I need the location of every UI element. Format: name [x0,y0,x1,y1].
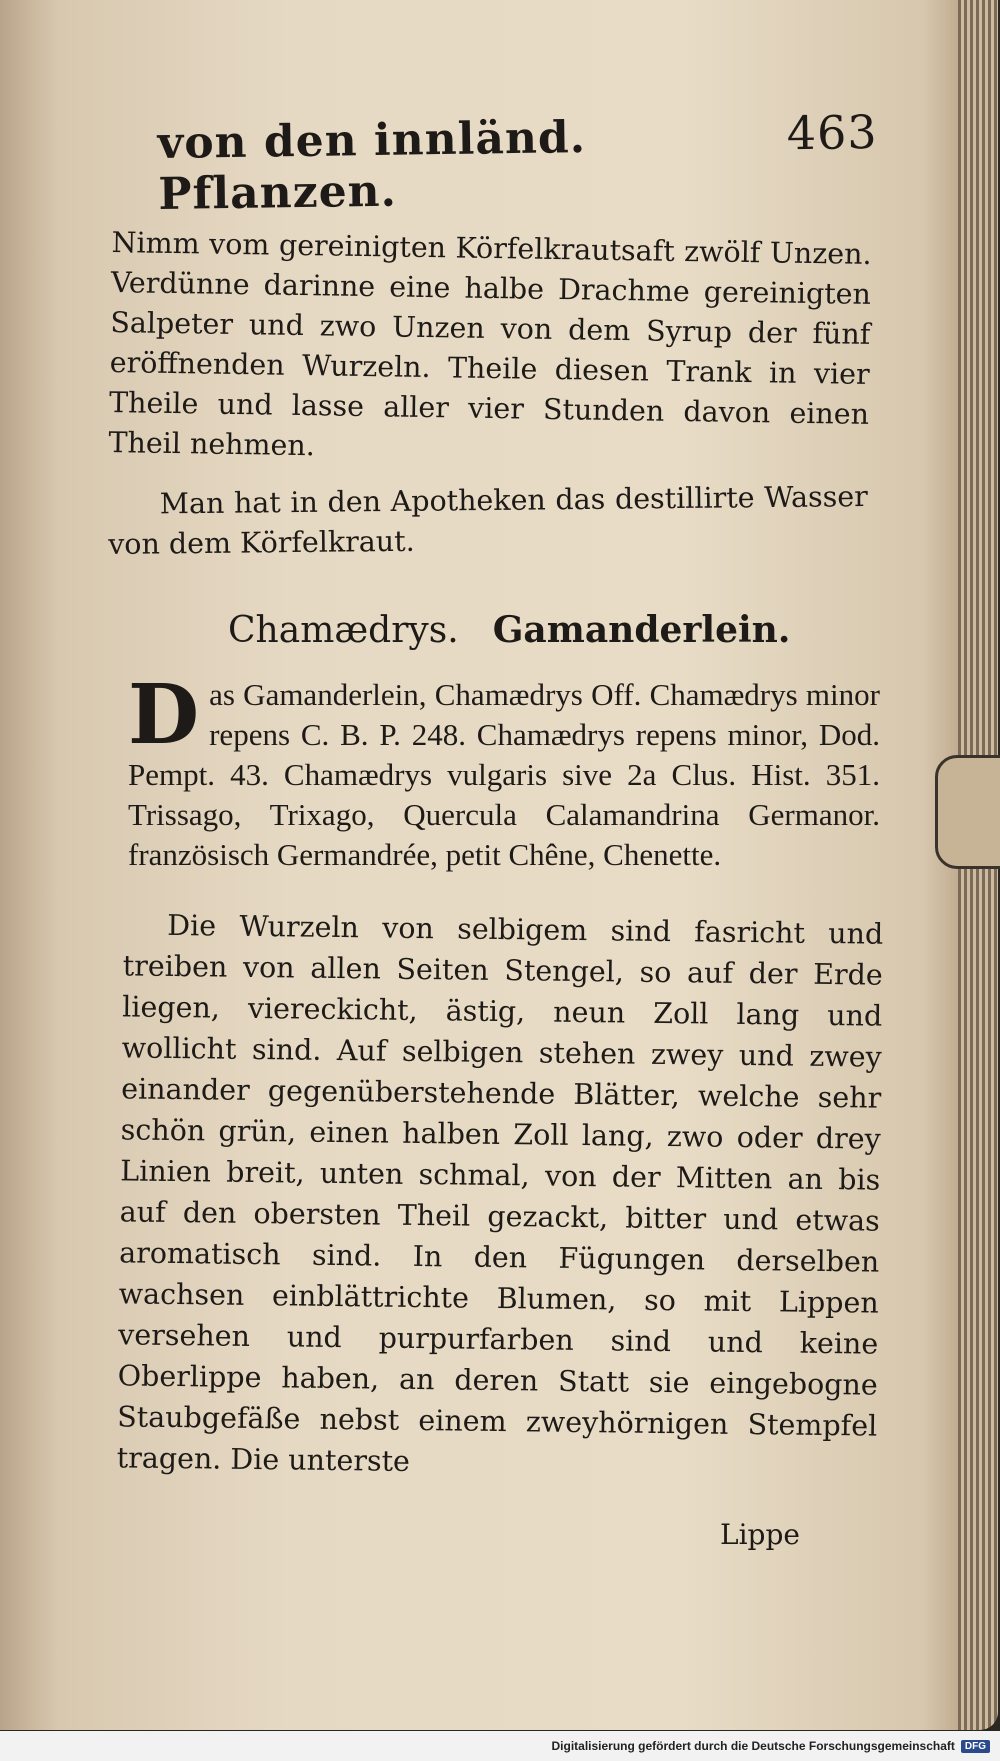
page-number: 463 [786,104,878,161]
section-title-german: Gamanderlein. [492,609,791,651]
paragraph-recipe: Nimm vom gereinigten Körfelkrautsaft zwölf Unzen. Verdünne darinne eine halbe Drachme gereinigten Salpeter und zwo Unzen von dem Syrup der fünf eröffnenden Wurzeln. Theile diesen Trank in vier Theile und lasse aller vier Stunden davon einen Theil nehmen. [108,226,872,463]
paragraph-description: Die Wurzeln von selbigem sind fasricht und treiben von allen Seiten Stengel, so auf der Erde liegen, viereckicht, ästig, neun Zoll lang und wollicht sind. Auf selbigen stehen zwey und zwey einander gegenüberstehende Blätter, welche sehr schön grün, einen halben Zoll lang, zwo oder drey Linien breit, unten schmal, von der Mitten an bis auf den obersten Theil gezackt, bitter und etwas aromatisch sind. In den Fügungen derselben wachsen einblättrichte Blumen, so mit Lippen versehen und purpurfarben sind und keine Oberlippe haben, an deren Statt sie eingebogne Staubgefäße nebst einem zweyhörnigen Stempfel tragen. Die unterste [116,908,884,1478]
paragraph-distilled-water: Man hat in den Apotheken das destillirte Wasser von dem Körfelkraut. [108,480,868,561]
drop-cap: D [128,667,200,763]
running-head: von den innländ. Pflanzen. [157,112,587,221]
synonyms-text: as Gamanderlein, Chamædrys Off. Chamædrys minor repens C. B. P. 248. Chamædrys repens minor, Dod. Pempt. 43. Chamædrys vulgaris sive 2a Clus. Hist. 351. Trissago, Trixago, Quercula Calamandrina Germanor. französisch Germandrée, petit Chêne, Chenette. [128,677,880,872]
dfg-logo: DFG [961,1740,990,1753]
catchword: Lippe [720,1518,800,1551]
page-header [157,105,878,220]
digitization-footer [0,1731,1000,1761]
page-text [58,104,884,1483]
footer-text: Digitalisierung gefördert durch die Deutsche Forschungsgemeinschaft [551,1739,955,1753]
section-title-latin: Chamædrys. [228,610,459,651]
section-title [228,609,828,651]
paragraph-synonyms [128,667,880,875]
bookmark-tab [935,755,1000,869]
